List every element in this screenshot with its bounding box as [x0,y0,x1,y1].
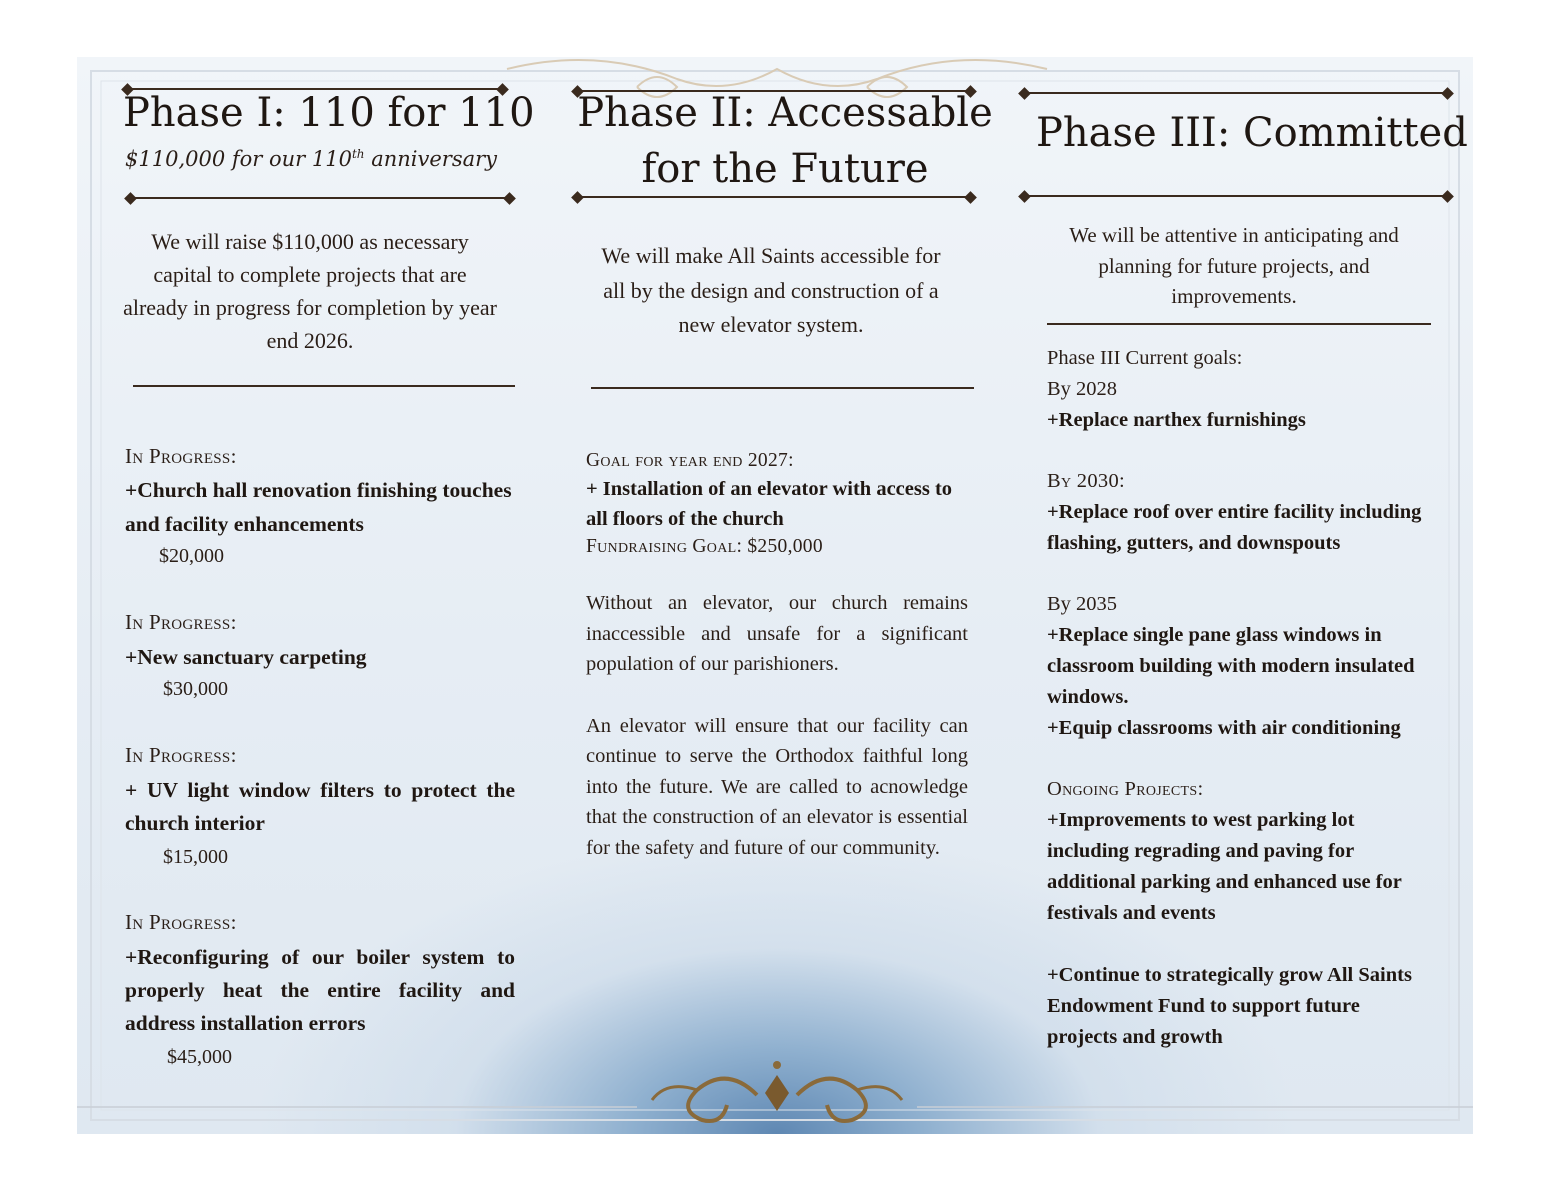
item-text: + UV light window filters to protect the church interior [125,778,515,835]
divider [129,197,511,199]
by-2028-label: By 2028 [1047,378,1118,400]
phase3-title: Phase III: Committed [1036,110,1468,156]
divider [1047,323,1431,325]
by-2035-item-2: +Equip classrooms with air conditioning [1047,717,1401,739]
goal-text: + Installation of an elevator with access to all floors of the church [586,478,953,530]
item-amount: $30,000 [163,678,228,700]
phase2-paragraph-2: An elevator will ensure that our facility can continue to serve the Orthodox faithful long into the future. We are called to acnowledge that the construction of an elevator is essential for the safety and future of our community. [586,714,968,859]
phase2-body [586,450,968,863]
phase1-subtitle: $110,000 for our 110th anniversary [125,147,498,171]
item-amount: $45,000 [167,1046,232,1068]
fundraising-goal: Fundraising Goal: $250,000 [586,536,823,557]
item-amount: $15,000 [163,846,228,868]
list-item [125,610,515,743]
phase3-intro: We will be attentive in anticipating and planning for future projects, and improvements. [1069,223,1399,308]
ongoing-item-1: +Improvements to west parking lot including regrading and paving for additional parking and enhanced use for festivals and events [1047,809,1402,924]
status-label: In Progress: [125,444,237,468]
list-item [125,444,515,610]
by-2035-label: By 2035 [1047,593,1118,615]
divider [1023,195,1449,197]
status-label: In Progress: [125,910,237,934]
item-text: +Reconfiguring of our boiler system to properly heat the entire facility and address installation errors [125,945,515,1035]
phase2-title-line2: for the Future [641,146,929,192]
divider [1023,92,1449,94]
ongoing-label: Ongoing Projects: [1047,778,1204,800]
brochure-panel [77,57,1473,1134]
phase1-item-list [125,444,515,1069]
status-label: In Progress: [125,610,237,634]
phase1-intro: We will raise $110,000 as necessary capital to complete projects that are already in progress for completion by year end 2026. [123,229,497,353]
by-2030-item: +Replace roof over entire facility including flashing, gutters, and downspouts [1047,501,1422,554]
phase2-title [567,85,1003,197]
list-item [125,910,515,1069]
ongoing-item-2: +Continue to strategically grow All Saints Endowment Fund to support future projects and growth [1047,964,1412,1048]
item-amount: $20,000 [159,545,224,567]
goals-heading: Phase III Current goals: [1047,347,1243,369]
phase2-intro: We will make All Saints accessible for all by the design and construction of a new elevator system. [601,243,941,337]
by-2035-item-1: +Replace single pane glass windows in classroom building with modern insulated windows. [1047,624,1415,708]
divider [133,385,515,387]
divider [591,387,974,389]
item-text: +New sanctuary carpeting [125,645,367,669]
by-2030-label: By 2030: [1047,470,1126,492]
phase1-title: Phase I: 110 for 110 [123,90,535,136]
bottom-ornament-icon [637,1045,917,1134]
phase3-goals [1047,343,1427,1053]
phase2-title-line1: Phase II: Accessable [577,90,993,136]
phase2-paragraph-1: Without an elevator, our church remains inaccessible and unsafe for a significant population of our parishioners. [586,592,968,675]
by-2028-item: +Replace narthex furnishings [1047,409,1306,431]
status-label: In Progress: [125,743,237,767]
item-text: +Church hall renovation finishing touches and facility enhancements [125,478,512,536]
divider [576,196,972,198]
list-item [125,743,515,910]
goal-label: Goal for year end 2027: [586,450,794,471]
